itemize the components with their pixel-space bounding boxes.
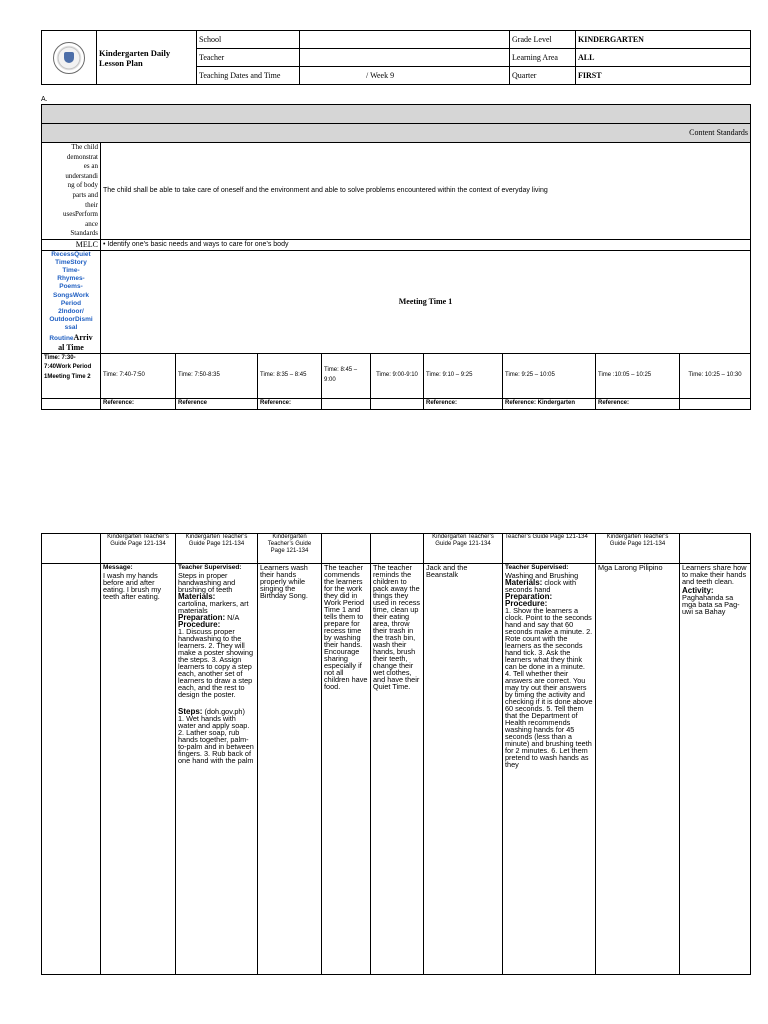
activity-cell-birthday-song: Learners wash their hands properly while singing the Birthday Song.	[258, 564, 322, 975]
guide-cell-1	[42, 534, 101, 564]
guide-cell-7: Kindergarten Teacher’s Guide Page 121-134	[424, 534, 503, 564]
melc-text: • Identify one’s basic needs and ways to care for one’s body	[101, 239, 751, 250]
time-cell-4: Time: 8:35 – 8:45	[258, 353, 322, 398]
grade-level-label: Grade Level	[510, 31, 576, 49]
time-cell-6: Time: 9:00-9:10	[371, 353, 424, 398]
guide-cell-3: Kindergarten Teacher’s Guide Page 121-134	[176, 534, 258, 564]
guide-cell-6	[371, 534, 424, 564]
reference-cell-7: Reference:	[424, 398, 503, 409]
learning-area-value: ALL	[576, 49, 751, 67]
lesson-plan-title: Kindergarten Daily Lesson Plan	[97, 31, 197, 85]
reference-cell-1	[42, 398, 101, 409]
reference-cell-10	[680, 398, 751, 409]
guide-cell-8: Teacher’s Guide Page 121-134	[503, 534, 596, 564]
school-label: School	[197, 31, 300, 49]
activity-cell-reminds: The teacher reminds the children to pack away the things they used in recess time, clean up their eating area, throw their trash in the trash bin, wash their hands, brush their teeth, change their wet clothes, and have their Quiet Time.	[371, 564, 424, 975]
time-cell-3: Time: 7:50-8:35	[176, 353, 258, 398]
time-cell-5: Time: 8:45 – 9:00	[322, 353, 371, 398]
activity-cell-empty	[42, 564, 101, 975]
activity-cell-washing-brushing: Teacher Supervised: Washing and Brushing Materials: clock with seconds hand Preparation: Procedure: 1. Show the learners a clock. Point to the seconds hand and say that 60 seconds make a minute. 2. Rote count with the learners as the seconds hand tick. 3. Ask the learners what they think can be done in a minute. 4. Tell whether their answers are correct. You may try out their answers by timing the activity and checking if it is done above 60 seconds. 5. Tell them that the Department of Health recommends washing hands for 45 seconds (less than a minute) and brushing teeth for 2 minutes. 6. Let them pretend to wash hands as they	[503, 564, 596, 975]
melc-label: MELC	[42, 239, 101, 250]
teaching-dates-value: / Week 9	[300, 67, 510, 85]
learning-area-label: Learning Area	[510, 49, 576, 67]
guide-cell-4: Kindergarten Teacher’s Guide Page 121-134	[258, 534, 322, 564]
teacher-label: Teacher	[197, 49, 300, 67]
lesson-table-bottom	[41, 533, 751, 975]
activity-cell-dismissal: Learners share how to make their hands and teeth clean. Activity: Paghahanda sa mga bata sa Pag-uwi sa Bahay	[680, 564, 751, 975]
time-cell-8: Time: 9:25 – 10:05	[503, 353, 596, 398]
quarter-value: FIRST	[576, 67, 751, 85]
time-cell-7: Time: 9:10 – 9:25	[424, 353, 503, 398]
teaching-dates-label: Teaching Dates and Time	[197, 67, 300, 85]
deped-seal-icon	[53, 42, 85, 74]
reference-cell-6	[371, 398, 424, 409]
schedule-label: RecessQuiet TimeStory Time- Rhymes- Poems- SongsWork Period 2Indoor/ OutdoorDismi ssal RoutineArriv al Time	[42, 250, 101, 353]
reference-cell-2: Reference:	[101, 398, 176, 409]
school-value	[300, 31, 510, 49]
teacher-value	[300, 49, 510, 67]
time-cell-10: Time: 10:25 – 10:30	[680, 353, 751, 398]
guide-cell-9: Kindergarten Teacher’s Guide Page 121-134	[596, 534, 680, 564]
header-table	[41, 30, 751, 85]
performance-standards-text: The child shall be able to take care of oneself and the environment and able to solve problems encountered within the context of everyday living	[101, 143, 751, 240]
reference-cell-3: Reference	[176, 398, 258, 409]
activity-cell-games: Mga Larong Pilipino	[596, 564, 680, 975]
reference-cell-8: Reference: Kindergarten	[503, 398, 596, 409]
performance-standards-label: The child demonstrat es an understandi ng of body parts and their usesPerform ance Standards	[42, 143, 101, 240]
section-marker: A.	[41, 96, 48, 103]
activity-cell-message: Message: I wash my hands before and after eating. I brush my teeth after eating.	[101, 564, 176, 975]
guide-cell-10	[680, 534, 751, 564]
meeting-time-heading: Meeting Time 1	[101, 250, 751, 353]
gray-spacer-row	[42, 105, 751, 124]
logo-cell	[42, 31, 97, 85]
guide-cell-5	[322, 534, 371, 564]
time-cell-2: Time: 7:40-7:50	[101, 353, 176, 398]
time-cell-9: Time :10:05 – 10:25	[596, 353, 680, 398]
activity-cell-story: Jack and the Beanstalk	[424, 564, 503, 975]
time-cell-1: Time: 7:30-7:40Work Period 1Meeting Time 2	[42, 353, 101, 398]
reference-cell-9: Reference:	[596, 398, 680, 409]
activity-cell-handwashing: Teacher Supervised: Steps in proper handwashing and brushing of teeth Materials: cartolina, markers, art materials Preparation: N/A Procedure: 1. Discuss proper handwashing to the learners. 2. They will make a poster showing the steps. 3. Assign learners to copy a step each, another set of learners to draw a step each, and the rest to design the poster. Steps: (doh.gov.ph) 1. Wet hands with water and apply soap. 2. Lather soap, rub hands together, palm-to-palm and in between fingers. 3. Rub back of one hand with the palm	[176, 564, 258, 975]
lesson-table-top	[41, 104, 751, 410]
guide-cell-2: Kindergarten Teacher’s Guide Page 121-134	[101, 534, 176, 564]
grade-level-value: KINDERGARTEN	[576, 31, 751, 49]
activity-cell-commends: The teacher commends the learners for the work they did in Work Period Time 1 and tells them to prepare for recess time by washing their hands. Encourage sharing especially if not all children have food.	[322, 564, 371, 975]
reference-cell-5	[322, 398, 371, 409]
quarter-label: Quarter	[510, 67, 576, 85]
content-standards-heading: Content Standards	[42, 124, 751, 143]
reference-cell-4: Reference:	[258, 398, 322, 409]
